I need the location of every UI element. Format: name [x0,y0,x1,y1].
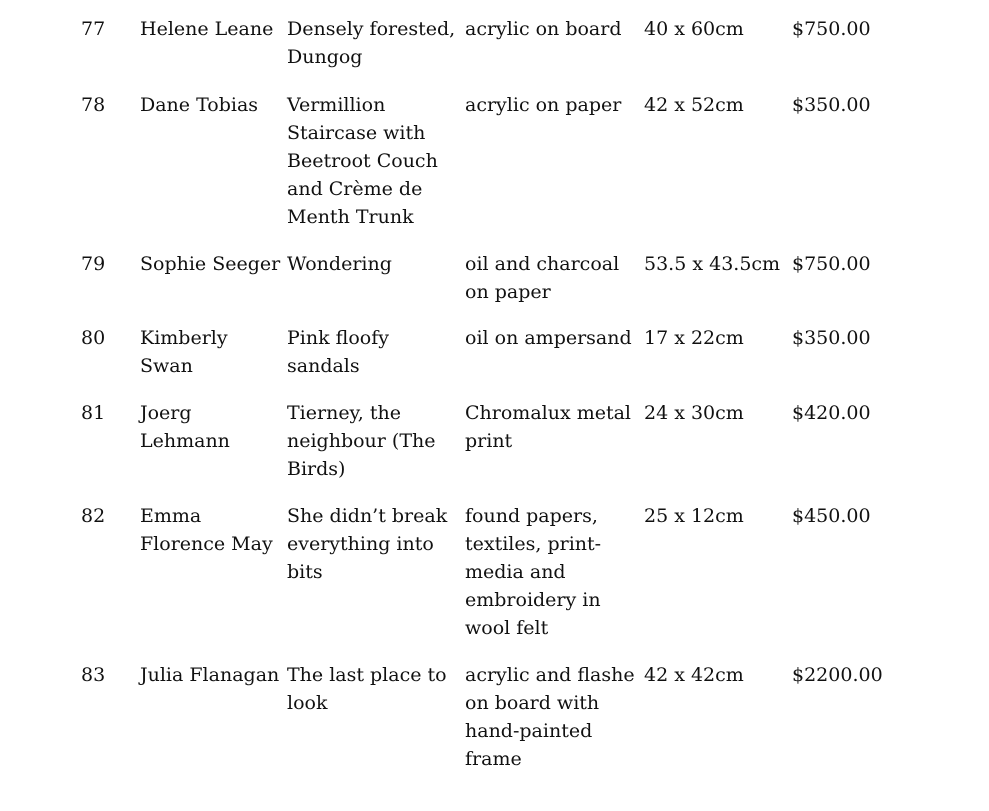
artwork-title: Densely forested, Dungog [287,18,456,68]
artist-name: Sophie Seeger [140,253,281,275]
artist-name: Julia Flanagan [140,664,280,686]
artwork-medium: oil and charcoal on paper [465,253,620,303]
artist-name: Dane Tobias [140,94,259,116]
artist-name: Kimberly Swan [140,327,228,377]
artwork-price: $350.00 [792,327,871,349]
artwork-title: Vermillion Staircase with Beetroot Couch and Crème de Menth Trunk [287,94,438,228]
artwork-title: Pink floofy sandals [287,327,389,377]
artwork-title: The last place to look [287,664,447,714]
artwork-size: 17 x 22cm [644,327,744,349]
artwork-size: 42 x 52cm [644,94,744,116]
artwork-price: $750.00 [792,253,871,275]
lot-number: 83 [81,664,106,686]
artist-name: Joerg Lehmann [140,402,230,452]
artwork-title: She didn’t break everything into bits [287,505,448,583]
lot-number: 81 [81,402,106,424]
artist-name: Emma Florence May [140,505,273,555]
artwork-price: $750.00 [792,18,871,40]
lot-number: 77 [81,18,106,40]
artwork-title: Tierney, the neighbour (The Birds) [287,402,436,480]
artwork-price: $350.00 [792,94,871,116]
artwork-medium: acrylic on board [465,18,622,40]
artwork-size: 25 x 12cm [644,505,744,527]
artwork-size: 53.5 x 43.5cm [644,253,781,275]
artwork-size: 42 x 42cm [644,664,744,686]
lot-number: 80 [81,327,106,349]
artwork-medium: Chromalux metal print [465,402,632,452]
artwork-price: $2200.00 [792,664,883,686]
artwork-medium: acrylic and flashe on board with hand-painted frame [465,664,635,770]
artist-name: Helene Leane [140,18,274,40]
lot-number: 79 [81,253,106,275]
artwork-size: 40 x 60cm [644,18,744,40]
artwork-size: 24 x 30cm [644,402,744,424]
artwork-title: Wondering [287,253,392,275]
lot-number: 82 [81,505,106,527]
artwork-price: $420.00 [792,402,871,424]
artwork-medium: acrylic on paper [465,94,622,116]
artwork-price: $450.00 [792,505,871,527]
artwork-medium: found papers, textiles, print- media and embroidery in wool felt [465,505,602,639]
artwork-medium: oil on ampersand [465,327,632,349]
lot-number: 78 [81,94,106,116]
